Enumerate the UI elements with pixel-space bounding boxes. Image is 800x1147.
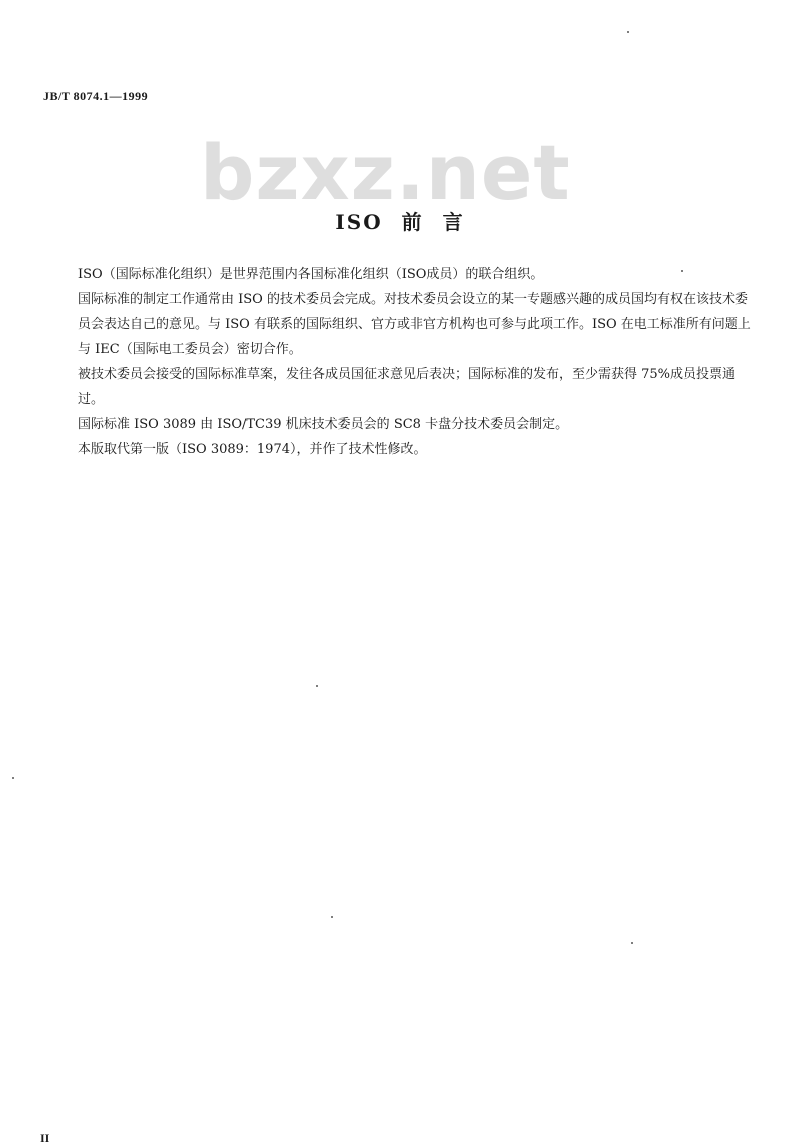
standard-code: JB/T 8074.1—1999 bbox=[43, 89, 149, 103]
scan-speck bbox=[316, 685, 318, 687]
paragraph-4: 国际标准 ISO 3089 由 ISO/TC39 机床技术委员会的 SC8 卡盘分技术委员会制定。 bbox=[78, 417, 569, 432]
paragraph-5: 本版取代第一版（ISO 3089：1974），并作了技术性修改。 bbox=[78, 442, 427, 457]
scan-speck bbox=[681, 270, 683, 272]
foreword-body bbox=[78, 262, 754, 462]
paragraph-3: 被技术委员会接受的国际标准草案，发往各成员国征求意见后表决；国际标准的发布，至少需获得 75%成员投票通过。 bbox=[78, 367, 736, 407]
page-title: ISO 前 言 bbox=[335, 210, 465, 234]
paragraph-2: 国际标准的制定工作通常由 ISO 的技术委员会完成。对技术委员会设立的某一专题感兴趣的成员国均有权在该技术委员会表达自己的意见。与 ISO 有联系的国际组织、官方或非官方机构也可参与此项工作。ISO 在电工标准所有问题上与 IEC（国际电工委员会）密切合作。 bbox=[78, 292, 751, 357]
watermark: bzxz.net bbox=[200, 128, 571, 217]
scan-speck bbox=[331, 916, 333, 918]
scan-speck bbox=[631, 942, 633, 944]
page-number: II bbox=[40, 1131, 50, 1145]
paragraph-1: ISO（国际标准化组织）是世界范围内各国标准化组织（ISO成员）的联合组织。 bbox=[78, 267, 544, 282]
scan-speck bbox=[627, 31, 629, 33]
scan-speck bbox=[12, 777, 14, 779]
